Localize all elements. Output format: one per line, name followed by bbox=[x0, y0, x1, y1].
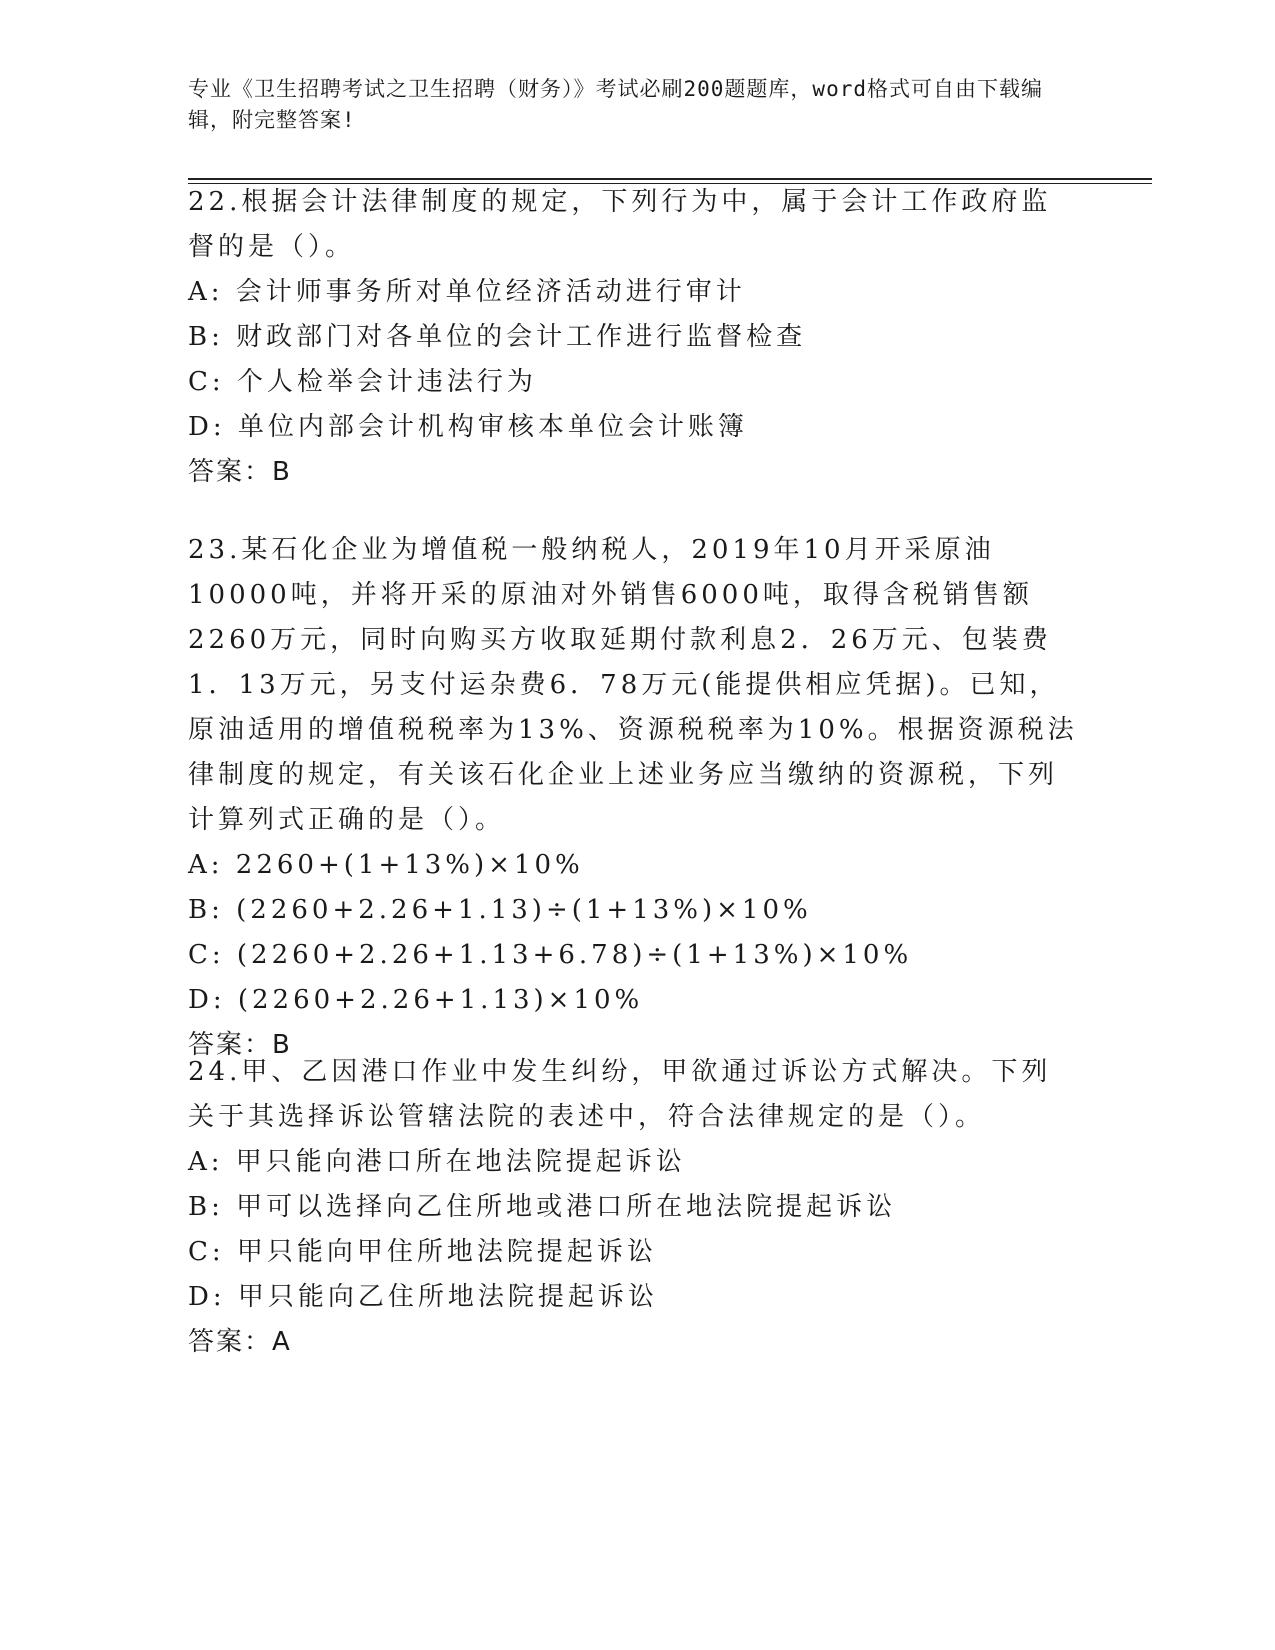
option-c: C: 个人检举会计违法行为 bbox=[188, 367, 537, 397]
option-b: B: (2260+2.26+1.13)÷(1+13%)×10% bbox=[188, 895, 812, 925]
option-d: D: (2260+2.26+1.13)×10% bbox=[188, 985, 644, 1015]
question-24 bbox=[188, 1050, 1078, 1365]
question-stem: 22.根据会计法律制度的规定，下列行为中，属于会计工作政府监督的是（）。 bbox=[188, 187, 1052, 262]
option-b: B: 财政部门对各单位的会计工作进行监督检查 bbox=[188, 322, 807, 352]
option-c: C: (2260+2.26+1.13+6.78)÷(1+13%)×10% bbox=[188, 940, 913, 970]
option-c: C: 甲只能向甲住所地法院提起诉讼 bbox=[188, 1237, 657, 1267]
answer-line: 答案：A bbox=[188, 1327, 292, 1357]
question-23 bbox=[188, 528, 1078, 1068]
answer-line: 答案：B bbox=[188, 457, 292, 487]
question-stem: 24.甲、乙因港口作业中发生纠纷，甲欲通过诉讼方式解决。下列关于其选择诉讼管辖法院的表述中，符合法律规定的是（）。 bbox=[188, 1057, 1052, 1132]
option-d: D: 单位内部会计机构审核本单位会计账簿 bbox=[188, 412, 748, 442]
document-header: 专业《卫生招聘考试之卫生招聘（财务）》考试必刷200题题库，word格式可自由下载编辑，附完整答案! bbox=[188, 77, 1043, 132]
option-a: A: 2260+(1+13%)×10% bbox=[188, 850, 584, 880]
question-stem: 23.某石化企业为增值税一般纳税人，2019年10月开采原油10000吨，并将开采的原油对外销售6000吨，取得含税销售额2260万元，同时向购买方收取延期付款利息2．26万元、包装费1．13万元，另支付运杂费6．78万元(能提供相应凭据)。已知，原油适用的增值税税率为13%、资源税税率为10%。根据资源税法律制度的规定，有关该石化企业上述业务应当缴纳的资源税，下列计算列式正确的是（）。 bbox=[188, 535, 1078, 835]
question-22 bbox=[188, 180, 1078, 495]
option-b: B: 甲可以选择向乙住所地或港口所在地法院提起诉讼 bbox=[188, 1192, 897, 1222]
answer-line: 答案：B bbox=[188, 1030, 292, 1060]
option-a: A: 甲只能向港口所在地法院提起诉讼 bbox=[188, 1147, 686, 1177]
option-a: A: 会计师事务所对单位经济活动进行审计 bbox=[188, 277, 746, 307]
option-d: D: 甲只能向乙住所地法院提起诉讼 bbox=[188, 1282, 658, 1312]
